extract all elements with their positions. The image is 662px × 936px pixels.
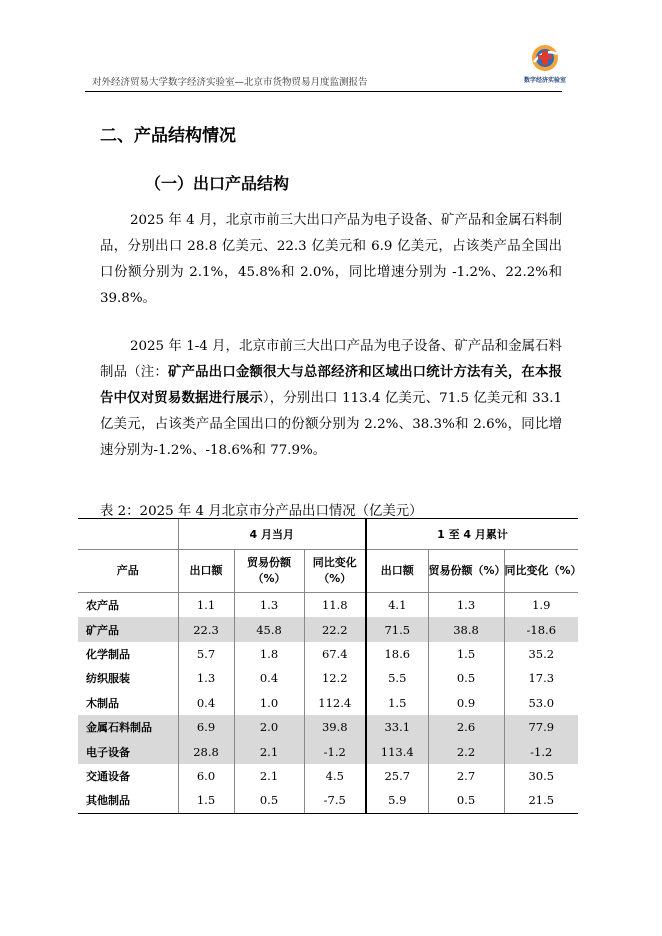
table-row — [78, 691, 578, 715]
table-row — [78, 666, 578, 690]
table-row — [78, 715, 578, 739]
group-header-april: 4 月当月 — [178, 519, 366, 550]
table-cell: 2.1 — [234, 739, 304, 763]
col-header-export: 出口额 — [178, 550, 234, 593]
table-cell: 18.6 — [366, 642, 428, 666]
table-cell: 0.4 — [178, 691, 234, 715]
header-empty-corner — [78, 519, 178, 550]
table-cell: 30.5 — [504, 764, 578, 788]
paragraph-jan-apr — [100, 334, 562, 464]
table-caption: 表 2：2025 年 4 月北京市分产品出口情况（亿美元） — [100, 504, 423, 519]
product-name: 化学制品 — [86, 647, 130, 661]
table-cell: 45.8 — [234, 617, 304, 641]
table-cell: 71.5 — [366, 617, 428, 641]
export-by-product-table — [78, 518, 582, 814]
table-cell: -18.6 — [504, 617, 578, 641]
table-cell: 1.3 — [428, 593, 504, 618]
table-cell: 1.1 — [178, 593, 234, 618]
table-row — [78, 788, 578, 813]
table-cell: 1.5 — [366, 691, 428, 715]
table-cell: 22.3 — [178, 617, 234, 641]
table-cell: 33.1 — [366, 715, 428, 739]
table-cell: 77.9 — [504, 715, 578, 739]
table-cell: -1.2 — [504, 739, 578, 763]
table-cell: 67.4 — [304, 642, 366, 666]
col-header-yoy: 同比变化（%） — [304, 550, 366, 593]
table-cell: 1.5 — [178, 788, 234, 813]
table-cell: 0.5 — [428, 666, 504, 690]
table-cell: 0.5 — [428, 788, 504, 813]
table-cell: 2.1 — [234, 764, 304, 788]
table-cell: 11.8 — [304, 593, 366, 618]
table-cell: -7.5 — [304, 788, 366, 813]
table-cell: 5.9 — [366, 788, 428, 813]
table-cell: 1.0 — [234, 691, 304, 715]
lab-logo-text: 数字经济实验室 — [523, 77, 566, 84]
table-cell: 1.3 — [234, 593, 304, 618]
table-cell: 1.9 — [504, 593, 578, 618]
paragraph-jan-apr-part2: ），分别出口 113.4 亿美元、71.5 亿美元和 33.1 亿美元，占该类产品全国出口的份额分别为 2.2%、38.3%和 2.6%，同比增速分别为-1.2%、-18.6%和 77.9%。 — [100, 391, 562, 458]
product-name: 金属石料制品 — [78, 715, 178, 739]
product-name: 纺织服装 — [86, 672, 130, 686]
product-name: 农产品 — [86, 599, 119, 613]
paragraph-april: 2025 年 4 月，北京市前三大出口产品为电子设备、矿产品和金属石料制品，分别出口 28.8 亿美元、22.3 亿美元和 6.9 亿美元，占该类产品全国出口份额分别为 2.1%，45.8%和 2.0%，同比增速分别为 -1.2%、22.2%和 39.8%。 — [100, 213, 562, 306]
table-cell: 22.2 — [304, 617, 366, 641]
table-cell: 4.5 — [304, 764, 366, 788]
paragraph-jan-apr-part1: 2025 年 1-4 月，北京市前三大出口产品为电子设备、矿产品和金属石料制品（注： — [100, 339, 562, 380]
table-cell: 53.0 — [504, 691, 578, 715]
lab-logo — [520, 42, 570, 86]
product-name: 交通设备 — [86, 769, 130, 783]
table-cell: 2.6 — [428, 715, 504, 739]
product-name: 矿产品 — [78, 617, 178, 641]
table-cell: 35.2 — [504, 642, 578, 666]
table-cell: 2.0 — [234, 715, 304, 739]
table-cell: 21.5 — [504, 788, 578, 813]
table-row — [78, 617, 578, 641]
col-header-yoy-cum: 同比变化（%） — [504, 550, 578, 593]
table-row — [78, 642, 578, 666]
subsection-title: （一）出口产品结构 — [145, 174, 290, 193]
table-cell: 1.8 — [234, 642, 304, 666]
table-cell: 17.3 — [504, 666, 578, 690]
table-cell: 28.8 — [178, 739, 234, 763]
table-row — [78, 764, 578, 788]
table-row — [78, 593, 578, 618]
table-cell: 0.9 — [428, 691, 504, 715]
col-header-share: 贸易份额（%） — [234, 550, 304, 593]
table-cell: 12.2 — [304, 666, 366, 690]
table-cell: 0.5 — [234, 788, 304, 813]
table-cell: 0.4 — [234, 666, 304, 690]
table-cell: 6.9 — [178, 715, 234, 739]
table-cell: -1.2 — [304, 739, 366, 763]
table-cell: 6.0 — [178, 764, 234, 788]
report-header-title: 对外经济贸易大学数字经济实验室—北京市货物贸易月度监测报告 — [92, 77, 368, 88]
header-divider — [85, 91, 562, 92]
col-header-export-cum: 出口额 — [366, 550, 428, 593]
group-header-cumulative: 1 至 4 月累计 — [366, 519, 578, 550]
col-header-product: 产品 — [78, 550, 178, 593]
table-cell: 25.7 — [366, 764, 428, 788]
product-name: 其他制品 — [78, 788, 178, 813]
table-cell: 4.1 — [366, 593, 428, 618]
table-cell: 112.4 — [304, 691, 366, 715]
product-name: 电子设备 — [78, 739, 178, 763]
table-cell: 1.5 — [428, 642, 504, 666]
product-name: 木制品 — [86, 696, 119, 710]
section-title: 二、产品结构情况 — [100, 126, 236, 146]
table-cell: 5.7 — [178, 642, 234, 666]
table-cell: 2.2 — [428, 739, 504, 763]
col-header-share-cum: 贸易份额（%） — [428, 550, 504, 593]
table-cell: 1.3 — [178, 666, 234, 690]
table-row — [78, 739, 578, 763]
table-cell: 38.8 — [428, 617, 504, 641]
table-cell: 39.8 — [304, 715, 366, 739]
table-cell: 5.5 — [366, 666, 428, 690]
table-cell: 2.7 — [428, 764, 504, 788]
table-cell: 113.4 — [366, 739, 428, 763]
lab-logo-icon — [520, 42, 570, 76]
paragraph-jan-apr-note: 矿产品出口金额很大与总部经济和区域出口统计方法有关，在本报告中仅对贸易数据进行展示 — [100, 365, 563, 406]
